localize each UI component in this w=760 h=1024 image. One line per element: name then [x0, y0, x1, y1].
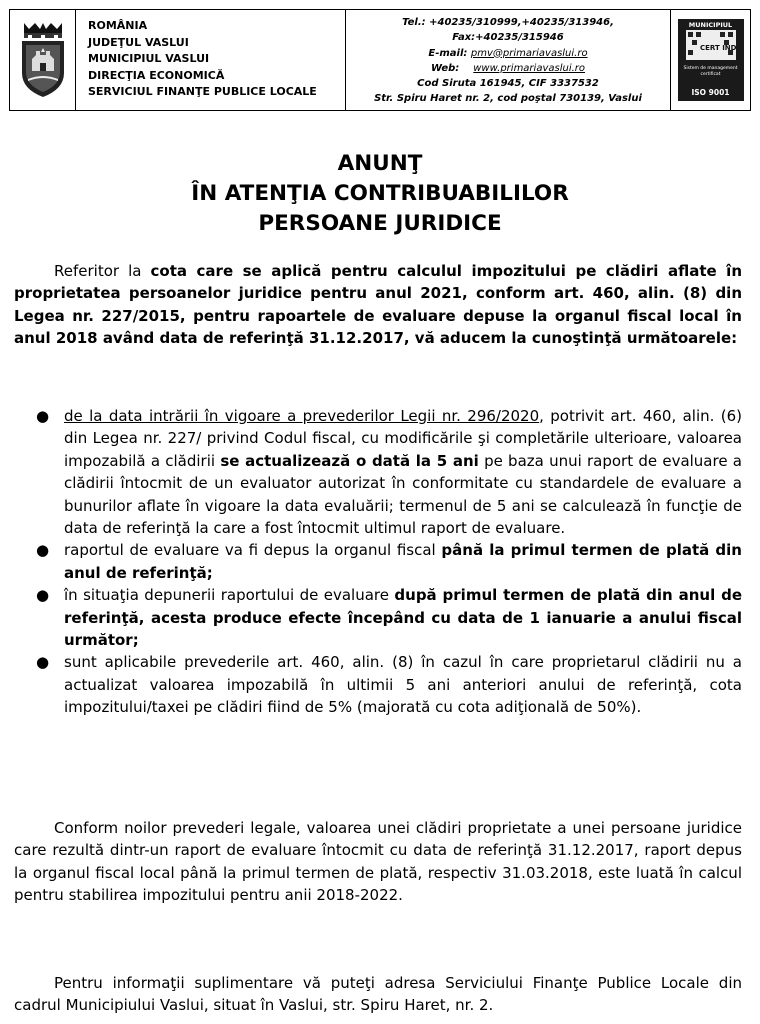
bullet-list — [36, 405, 742, 719]
institution-line: MUNICIPIUL VASLUI — [88, 52, 210, 65]
institution-line: DIRECŢIA ECONOMICĂ — [88, 68, 225, 82]
contact-fax: Fax:+40235/315946 — [452, 32, 564, 44]
email-label: E-mail: — [428, 47, 468, 59]
bullet-text: , potrivit art. 460, alin. (6) din Legea nr. 227/ privind Codul fiscal, cu modificările şi completările ulterioare, valoarea impozabilă a clădirii — [64, 407, 742, 470]
bullet-icon: ● — [36, 586, 50, 605]
letterhead — [9, 9, 751, 111]
legal-paragraph — [14, 817, 742, 907]
bullet-text: raportul de evaluare va fi depus la organul fiscal — [64, 541, 442, 560]
intro-bold: cota care se aplică pentru calculul impozitului pe clădiri aflate în proprietatea persoanelor juridice pentru anul 2021, conform art. 460, alin. (8) din Legea nr. 227/2015, pentru rapoartele de evaluare depuse la organul fiscal local în anul 2018 având data de referinţă 31.12.2017, vă aducem la cunoştinţă următoarele: — [14, 262, 742, 348]
contact-email-row — [352, 46, 664, 61]
legal-text: Conform noilor prevederi legale, valoarea unei clădiri proprietate a unei persoane juridice care rezultă dintr-un raport de evaluare întocmit cu data de referinţă 31.12.2017, raport depus la organul fiscal local până la primul termen de plată, respectiv 31.03.2018, este luată în calcul pentru stabilirea impozitului pentru anii 2018-2022. — [14, 819, 742, 905]
bullet-text: în situaţia depunerii raportului de evaluare — [64, 586, 395, 605]
certification-cell — [671, 10, 750, 110]
contact-paragraph — [14, 972, 742, 1017]
institution-line: ROMÂNIA — [88, 19, 148, 32]
list-item — [36, 405, 742, 539]
announcement-title — [0, 149, 760, 239]
cert-logo-icon — [686, 30, 736, 60]
cert-middle-text: Sistem de management certificat — [683, 66, 738, 77]
contact-web-row — [352, 61, 664, 76]
title-line: ÎN ATENŢIA CONTRIBUABILILOR — [191, 181, 569, 206]
bullet-icon: ● — [36, 653, 50, 672]
list-item — [36, 651, 742, 718]
cert-bottom-text: ISO 9001 — [691, 88, 730, 97]
web-label: Web: — [430, 62, 460, 74]
web-link[interactable]: www.primariavaslui.ro — [473, 62, 586, 74]
cert-top-text: MUNICIPIUL — [688, 21, 733, 29]
bullet-icon: ● — [36, 541, 50, 560]
intro-lead: Referitor la — [54, 262, 151, 280]
email-link[interactable]: pmv@primariavaslui.ro — [470, 47, 588, 59]
list-item — [36, 584, 742, 651]
institution-line: JUDEŢUL VASLUI — [88, 35, 189, 49]
iso-certification-badge — [678, 19, 744, 101]
bullet-icon: ● — [36, 407, 50, 425]
contact-block — [346, 10, 671, 110]
contact-tel: Tel.: +40235/310999,+40235/313946, — [402, 17, 614, 28]
institution-block — [76, 10, 346, 110]
coat-of-arms-icon — [18, 21, 68, 99]
bullet-bold: după primul termen de plată din anul de referinţă, acesta produce efecte începând cu data de 1 ianuarie a anului fiscal următor; — [64, 586, 742, 650]
bullet-text: sunt aplicabile prevederile art. 460, alin. (8) în cazul în care proprietarul clădirii nu a actualizat valoarea impozabilă în ultimii 5 ani anteriori anului de referinţă, cota impozitului/taxei pe clădiri fiind de 5% (majorată cu cota adiţională de 50%). — [64, 653, 742, 717]
title-line: ANUNŢ — [337, 151, 423, 176]
institution-line: SERVICIUL FINANŢE PUBLICE LOCALE — [88, 85, 317, 98]
intro-paragraph — [14, 260, 742, 350]
title-line: PERSOANE JURIDICE — [258, 211, 502, 236]
bullet-underlined: de la data intrării în vigoare a prevederilor Legii nr. 296/2020 — [64, 407, 540, 425]
svg-text:CERT IND: CERT IND — [699, 44, 736, 52]
contact-text: Pentru informaţii suplimentare vă puteţi adresa Serviciului Finanţe Publice Locale din cadrul Municipiului Vaslui, situat în Vaslui, str. Spiru Haret, nr. 2. — [14, 974, 742, 1015]
bullet-bold: până la primul termen de plată din anul de referinţă; — [64, 541, 742, 582]
crest-cell — [10, 10, 76, 110]
list-item — [36, 539, 742, 584]
contact-address: Str. Spiru Haret nr. 2, cod poştal 730139, Vaslui — [374, 93, 642, 105]
contact-cod: Cod Siruta 161945, CIF 3337532 — [417, 78, 599, 90]
bullet-bold: se actualizează o dată la 5 ani — [220, 451, 479, 470]
bullet-text: pe baza unui raport de evaluare a clădirii întocmit de un evaluator autorizat în conformitate cu standardele de evaluare a bunurilor aflate în vigoare la data evaluării; termenul de 5 ani se calculează în funcţie de data de referinţă la care a fost întocmit ultimul raport de evaluare. — [64, 451, 743, 538]
